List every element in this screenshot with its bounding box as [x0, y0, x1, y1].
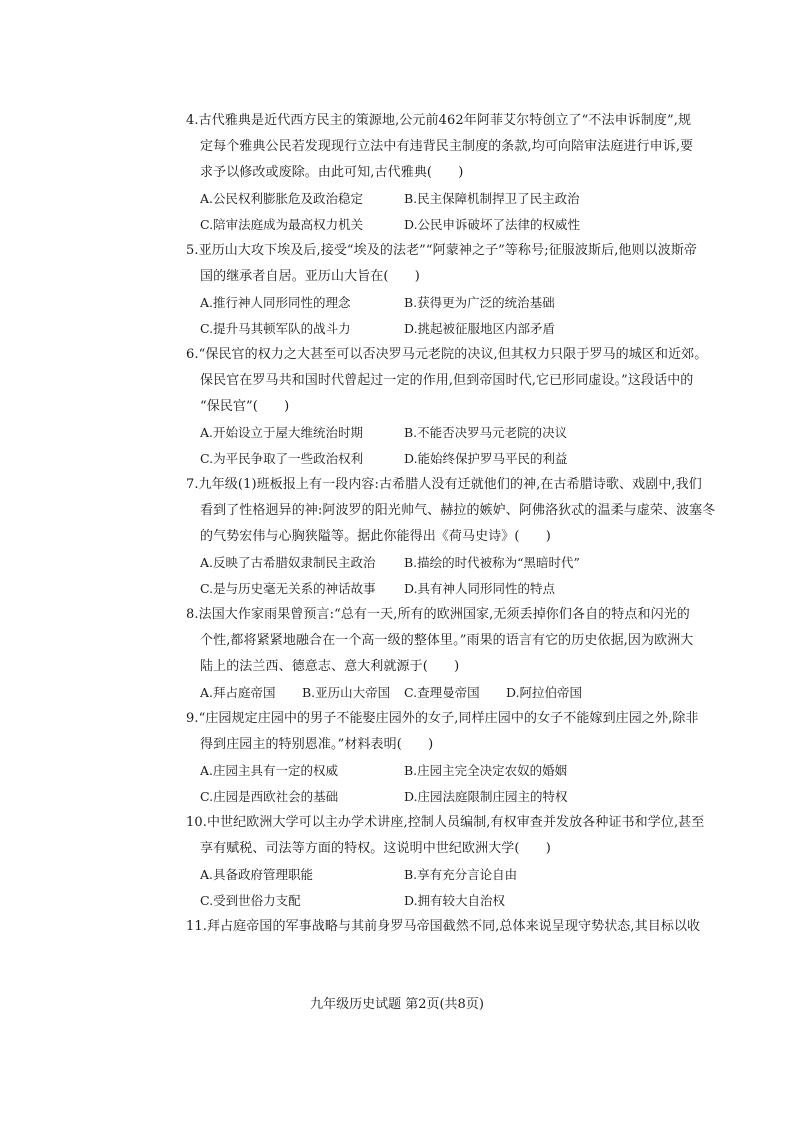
question-stem-continued: 享有赋税、司法等方面的特权。这说明中世纪欧洲大学( )	[200, 841, 551, 856]
answer-option: A.公民权利膨胀危及政治稳定	[200, 191, 364, 206]
answer-option: D.具有神人同形同性的特点	[404, 581, 556, 596]
answer-option: A.庄园主具有一定的权威	[200, 763, 339, 778]
question-block	[186, 810, 705, 914]
question-stem-continued: 陆上的法兰西、德意志、意大利就源于( )	[200, 659, 460, 674]
option-row	[186, 758, 610, 784]
option-row	[186, 446, 610, 472]
answer-option: A.开始设立于屋大维统治时期	[200, 425, 364, 440]
question-block	[186, 238, 698, 342]
answer-option: A.具备政府管理职能	[200, 867, 314, 882]
answer-option: C.陪审法庭成为最高权力机关	[200, 217, 364, 232]
question-block	[186, 914, 701, 940]
question-stem-continued: 求予以修改或废除。由此可知,古代雅典( )	[200, 165, 464, 180]
answer-option: C.提升马其顿军队的战斗力	[200, 321, 351, 336]
option-row	[186, 888, 610, 914]
question-stem-continued: 个性,都将紧紧地融合在一个高一级的整体里。”雨果的语言有它的历史依据,因为欧洲大	[200, 633, 694, 648]
option-row	[186, 680, 610, 706]
question-block	[186, 108, 694, 238]
question-stem-continued: 的气势宏伟与心胸狭隘等。据此你能得出《荷马史诗》( )	[200, 529, 551, 544]
question-stem: 6.“保民官的权力之大甚至可以否决罗马元老院的决议,但其权力只限于罗马的城区和近郊。	[186, 347, 708, 362]
question-list	[186, 108, 716, 940]
option-row	[186, 862, 610, 888]
question-stem-continued: 保民官在罗马共和国时代曾起过一定的作用,但到帝国时代,它已形同虚设。”这段话中的	[200, 373, 694, 388]
answer-option: C.查理曼帝国	[404, 685, 480, 700]
question-stem: 11.拜占庭帝国的军事战略与其前身罗马帝国截然不同,总体来说呈现守势状态,其目标以收	[186, 919, 701, 934]
answer-option: D.挑起被征服地区内部矛盾	[404, 321, 556, 336]
option-row	[186, 784, 610, 810]
answer-option: A.反映了古希腊奴隶制民主政治	[200, 555, 376, 570]
option-row	[186, 290, 610, 316]
answer-option: C.为平民争取了一些政治权利	[200, 451, 364, 466]
answer-option: C.受到世俗力支配	[200, 893, 301, 908]
question-stem: 5.亚历山大攻下埃及后,接受“埃及的法老”“阿蒙神之子”等称号;征服波斯后,他则以波斯帝	[186, 243, 698, 258]
question-stem: 4.古代雅典是近代西方民主的策源地,公元前462年阿菲艾尔特创立了“不法申诉制度”,规	[186, 113, 692, 128]
answer-option: B.描绘的时代被称为“黑暗时代”	[404, 555, 580, 570]
question-stem: 8.法国大作家雨果曾预言:“总有一天,所有的欧洲国家,无须丢掉你们各自的特点和闪光的	[186, 607, 690, 622]
page-footer: 九年级历史试题 第2页(共8页)	[310, 997, 484, 1012]
question-stem: 10.中世纪欧洲大学可以主办学术讲座,控制人员编制,有权审查并发放各种证书和学位,甚至	[186, 815, 705, 830]
answer-option: A.推行神人同形同性的理念	[200, 295, 351, 310]
answer-option: B.庄园主完全决定农奴的婚姻	[404, 763, 568, 778]
answer-option: B.获得更为广泛的统治基础	[404, 295, 555, 310]
question-stem-continued: 国的继承者自居。亚历山大旨在( )	[200, 269, 420, 284]
option-row	[186, 316, 610, 342]
question-block	[186, 602, 694, 706]
question-block	[186, 472, 716, 602]
answer-option: C.是与历史毫无关系的神话故事	[200, 581, 376, 596]
answer-option: D.庄园法庭限制庄园主的特权	[404, 789, 568, 804]
option-row	[186, 212, 610, 238]
question-block	[186, 706, 699, 810]
question-stem: 7.九年级(1)班板报上有一段内容:古希腊人没有迁就他们的神,在古希腊诗歌、戏剧中,我们	[186, 477, 702, 492]
answer-option: B.民主保障机制捍卫了民主政治	[404, 191, 580, 206]
answer-option: B.不能否决罗马元老院的决议	[404, 425, 568, 440]
question-block	[186, 342, 708, 472]
option-row	[186, 186, 610, 212]
question-stem: 9.“庄园规定庄园中的男子不能娶庄园外的女子,同样庄园中的女子不能嫁到庄园之外,除非	[186, 711, 699, 726]
question-stem-continued: 得到庄园主的特别恩准。”材料表明( )	[200, 737, 434, 752]
option-row	[186, 550, 610, 576]
question-stem-continued: “保民官”( )	[200, 399, 290, 414]
answer-option: D.公民申诉破坏了法律的权威性	[404, 217, 581, 232]
question-stem-continued: 看到了性格迥异的神:阿波罗的阳光帅气、赫拉的嫉妒、阿佛洛狄忒的温柔与虚荣、波塞冬	[200, 503, 716, 518]
answer-option: D.拥有较大自治权	[404, 893, 506, 908]
answer-option: A.拜占庭帝国	[200, 685, 276, 700]
question-stem-continued: 定每个雅典公民若发现现行立法中有违背民主制度的条款,均可向陪审法庭进行申诉,要	[200, 139, 694, 154]
answer-option: D.阿拉伯帝国	[506, 685, 583, 700]
option-row	[186, 576, 610, 602]
answer-option: B.享有充分言论自由	[404, 867, 518, 882]
answer-option: B.亚历山大帝国	[302, 685, 391, 700]
answer-option: C.庄园是西欧社会的基础	[200, 789, 339, 804]
answer-option: D.能始终保护罗马平民的利益	[404, 451, 568, 466]
option-row	[186, 420, 610, 446]
